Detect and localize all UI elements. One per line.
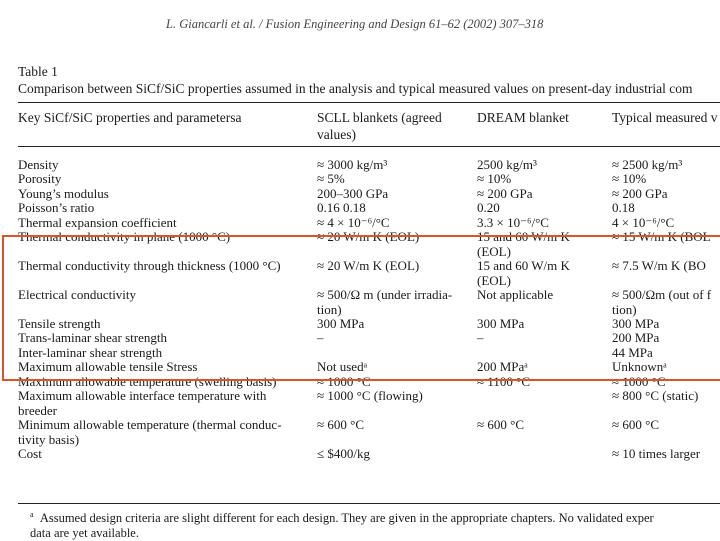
table-cell-c1: Tensile strength bbox=[18, 315, 101, 331]
table-row bbox=[0, 417, 720, 432]
table-cell-c1: Maximum allowable interface temperature with bbox=[18, 388, 267, 404]
table-cell-c1: Electrical conductivity bbox=[18, 287, 137, 302]
table-cell-c1: Cost bbox=[18, 446, 42, 461]
table-cell-c2: – bbox=[317, 330, 324, 346]
table-cell-c1: Thermal conductivity through thickness (1000 °C) bbox=[18, 258, 281, 274]
table-cell-c2: ≈ 1000 °C bbox=[317, 373, 371, 389]
table-cell-c1: Trans-laminar shear strength bbox=[18, 330, 167, 346]
table-cell-c1: Porosity bbox=[18, 171, 62, 187]
table-cell-c1: Inter-laminar shear strength bbox=[18, 344, 163, 360]
table-cell-c4: ≈ 2500 kg/m³ bbox=[612, 157, 683, 172]
table-cell-c2: tion) bbox=[317, 301, 342, 317]
footnote-marker: a bbox=[30, 509, 34, 519]
table-cell-c2: 300 MPa bbox=[317, 315, 365, 331]
table-cell-c3: 300 MPa bbox=[477, 315, 525, 331]
table-row bbox=[0, 388, 720, 403]
table-cell-c1: Young’s modulus bbox=[18, 185, 109, 201]
table-cell-c1: Maximum allowable tensile Stress bbox=[18, 359, 198, 375]
table-cell-c2: ≈ 3000 kg/m³ bbox=[317, 157, 388, 172]
table-caption: Comparison between SiCf/SiC properties assumed in the analysis and typical measured values on present-day industrial com bbox=[18, 81, 693, 96]
table-cell-c1: Density bbox=[18, 157, 59, 172]
table-cell-c2: ≈ 600 °C bbox=[317, 417, 365, 433]
table-cell-c1: Thermal expansion coefficient bbox=[18, 214, 177, 230]
table-cell-c2: 0.16 0.18 bbox=[317, 200, 366, 216]
table-cell-c3: (EOL) bbox=[477, 243, 511, 259]
table-cell-c4: ≈ 800 °C (static) bbox=[612, 388, 699, 404]
table-row bbox=[0, 157, 720, 172]
table-cell-c4: ≈ 1000 °C bbox=[612, 373, 666, 389]
table-cell-c3: ≈ 600 °C bbox=[477, 417, 525, 433]
table-cell-c2: ≈ 500/Ω m (under irradia- bbox=[317, 287, 453, 302]
table-cell-c1: Poisson’s ratio bbox=[18, 200, 95, 216]
table-cell-c4: 200 MPa bbox=[612, 330, 660, 346]
table-cell-c2: ≈ 20 W/m K (EOL) bbox=[317, 229, 420, 245]
table-cell-c1: tivity basis) bbox=[18, 431, 80, 447]
table-cell-c3: – bbox=[477, 330, 484, 346]
table-cell-c2: 200–300 GPa bbox=[317, 185, 389, 201]
table-cell-c1: Minimum allowable temperature (thermal conduc- bbox=[18, 417, 282, 433]
table-cell-c3: ≈ 10% bbox=[477, 171, 512, 187]
table-caption-block bbox=[18, 63, 720, 97]
table-cell-c3: 15 and 60 W/m K bbox=[477, 229, 570, 245]
table-cell-c3: 0.20 bbox=[477, 200, 500, 216]
table-row bbox=[0, 171, 720, 186]
table-cell-c1: breeder bbox=[18, 402, 57, 418]
table-cell-c3: (EOL) bbox=[477, 272, 511, 288]
table-cell-c4: Unknownᵃ bbox=[612, 359, 667, 375]
table-cell-c4: 4 × 10⁻⁶/°C bbox=[612, 214, 675, 230]
table-row bbox=[0, 200, 720, 215]
table-cell-c3: ≈ 200 GPa bbox=[477, 185, 533, 201]
table-cell-c4: ≈ 15 W/m K (BOL bbox=[612, 229, 711, 245]
journal-header: L. Giancarli et al. / Fusion Engineering and Design 61–62 (2002) 307–318 bbox=[166, 17, 544, 31]
column-header-typical: Typical measured v bbox=[612, 110, 718, 125]
column-header-scll-line1: SCLL blankets (agreed bbox=[317, 110, 442, 125]
table-row bbox=[0, 446, 720, 461]
table-cell-c4: ≈ 10 times larger bbox=[612, 446, 701, 461]
table-cell-c2: ≈ 5% bbox=[317, 171, 345, 187]
table-header-rule bbox=[18, 146, 720, 147]
table-cell-c3: 2500 kg/m³ bbox=[477, 157, 537, 172]
table-bottom-rule bbox=[18, 503, 720, 504]
column-header-dream: DREAM blanket bbox=[477, 110, 569, 125]
table-row bbox=[0, 403, 720, 418]
column-header-scll-line2: values) bbox=[317, 127, 356, 142]
table-cell-c4: tion) bbox=[612, 301, 637, 317]
table-cell-c4: ≈ 200 GPa bbox=[612, 185, 668, 201]
highlight-box bbox=[2, 235, 720, 381]
table-cell-c1: Maximum allowable temperature (swelling basis) bbox=[18, 373, 277, 389]
table-cell-c2: ≈ 4 × 10⁻⁶/°C bbox=[317, 214, 390, 230]
table-cell-c3: 15 and 60 W/m K bbox=[477, 258, 570, 274]
table-cell-c4: 44 MPa bbox=[612, 344, 653, 360]
column-header-properties: Key SiCf/SiC properties and parametersa bbox=[18, 110, 242, 125]
column-header-scll bbox=[317, 109, 442, 143]
table-cell-c2: ≈ 1000 °C (flowing) bbox=[317, 388, 423, 404]
table-top-rule bbox=[18, 102, 720, 103]
table-row bbox=[0, 432, 720, 447]
table-cell-c4: ≈ 10% bbox=[612, 171, 647, 187]
table-cell-c2: Not usedᵃ bbox=[317, 359, 368, 375]
table-label: Table 1 bbox=[18, 64, 58, 79]
table-footnote bbox=[30, 511, 720, 541]
table-row bbox=[0, 215, 720, 230]
table-row bbox=[0, 186, 720, 201]
table-cell-c3: ≈ 1100 °C bbox=[477, 373, 531, 389]
table-cell-c2: ≤ $400/kg bbox=[317, 446, 370, 461]
table-cell-c4: 0.18 bbox=[612, 200, 635, 216]
table-cell-c3: 200 MPaᵃ bbox=[477, 359, 528, 375]
table-cell-c2: ≈ 20 W/m K (EOL) bbox=[317, 258, 420, 274]
table-cell-c3: Not applicable bbox=[477, 287, 554, 302]
footnote-line1: Assumed design criteria are slight different for each design. They are given in the appropriate chapters. No validated exper bbox=[39, 511, 654, 525]
table-cell-c4: ≈ 7.5 W/m K (BO bbox=[612, 258, 706, 274]
table-cell-c1: Thermal conductivity in plane (1000 °C) bbox=[18, 229, 231, 245]
table-cell-c4: ≈ 600 °C bbox=[612, 417, 660, 433]
table-cell-c4: ≈ 500/Ωm (out of f bbox=[612, 287, 712, 302]
table-cell-c3: 3.3 × 10⁻⁶/°C bbox=[477, 214, 549, 230]
table-header-row bbox=[0, 109, 720, 142]
table-cell-c4: 300 MPa bbox=[612, 315, 660, 331]
footnote-line2: data are yet available. bbox=[30, 526, 139, 540]
